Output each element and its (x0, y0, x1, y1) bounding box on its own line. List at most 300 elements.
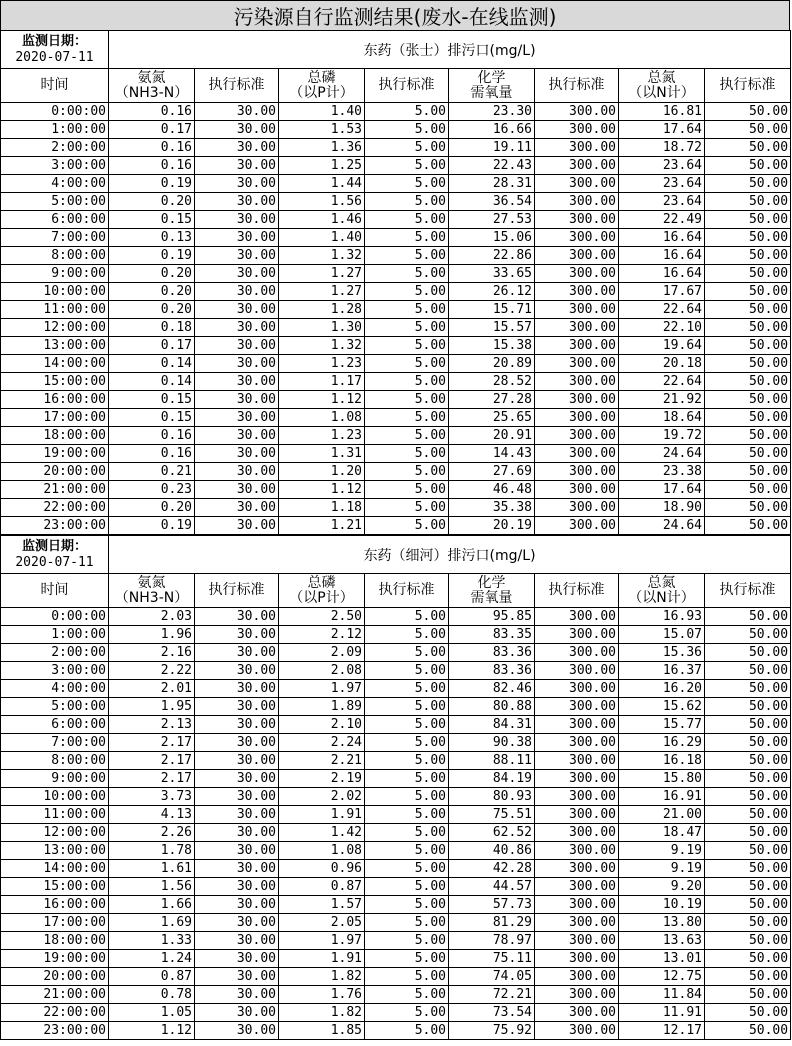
table-cell: 36.54 (449, 193, 535, 211)
table-cell: 5.00 (365, 247, 449, 265)
table-cell: 10:00:00 (1, 788, 109, 806)
table-cell: 1.08 (279, 842, 365, 860)
table-cell: 50.00 (705, 247, 791, 265)
table-cell: 50.00 (705, 463, 791, 481)
table-cell: 300.00 (535, 608, 619, 626)
column-header-row (1, 574, 791, 608)
section-meta-row (1, 536, 791, 574)
table-cell: 1.20 (279, 463, 365, 481)
table-cell: 4.13 (109, 806, 195, 824)
table-cell: 30.00 (195, 716, 279, 734)
table-cell: 1.78 (109, 842, 195, 860)
table-cell: 2.16 (109, 644, 195, 662)
table-cell: 15:00:00 (1, 878, 109, 896)
table-cell: 16.93 (619, 608, 705, 626)
table-cell: 22.86 (449, 247, 535, 265)
table-cell: 50.00 (705, 770, 791, 788)
table-cell: 5.00 (365, 878, 449, 896)
table-cell: 30.00 (195, 319, 279, 337)
table-cell: 28.52 (449, 373, 535, 391)
table-cell: 50.00 (705, 283, 791, 301)
table-cell: 12:00:00 (1, 319, 109, 337)
table-cell: 1.46 (279, 211, 365, 229)
table-cell: 13.01 (619, 950, 705, 968)
table-row (1, 247, 791, 265)
monitoring-date-value: 2020-07-11 (15, 554, 94, 570)
table-row (1, 932, 791, 950)
table-cell: 5.00 (365, 752, 449, 770)
table-cell: 1.36 (279, 139, 365, 157)
table-cell: 30.00 (195, 445, 279, 463)
table-cell: 300.00 (535, 499, 619, 517)
table-cell: 18.64 (619, 409, 705, 427)
table-cell: 15.77 (619, 716, 705, 734)
table-cell: 5.00 (365, 968, 449, 986)
column-header: 总磷 （以P计） (279, 574, 365, 608)
table-cell: 19.11 (449, 139, 535, 157)
table-cell: 13:00:00 (1, 337, 109, 355)
table-cell: 35.38 (449, 499, 535, 517)
table-cell: 30.00 (195, 806, 279, 824)
table-cell: 5.00 (365, 896, 449, 914)
table-cell: 300.00 (535, 409, 619, 427)
table-cell: 30.00 (195, 337, 279, 355)
table-cell: 5.00 (365, 932, 449, 950)
table-cell: 2.21 (279, 752, 365, 770)
table-cell: 0.16 (109, 427, 195, 445)
table-cell: 9:00:00 (1, 265, 109, 283)
table-cell: 1.61 (109, 860, 195, 878)
table-cell: 21:00:00 (1, 986, 109, 1004)
table-row (1, 752, 791, 770)
table-cell: 44.57 (449, 878, 535, 896)
table-cell: 30.00 (195, 121, 279, 139)
table-cell: 5.00 (365, 337, 449, 355)
table-cell: 300.00 (535, 860, 619, 878)
table-cell: 50.00 (705, 752, 791, 770)
table-cell: 16.64 (619, 229, 705, 247)
table-cell: 15.06 (449, 229, 535, 247)
table-row (1, 481, 791, 499)
table-cell: 50.00 (705, 409, 791, 427)
table-cell: 1.85 (279, 1022, 365, 1040)
table-cell: 0.15 (109, 409, 195, 427)
table-cell: 50.00 (705, 373, 791, 391)
table-cell: 5.00 (365, 193, 449, 211)
table-cell: 5.00 (365, 644, 449, 662)
table-cell: 5.00 (365, 373, 449, 391)
outlet-name: 东药（细河）排污口(mg/L) (109, 536, 791, 574)
table-row (1, 517, 791, 535)
table-cell: 300.00 (535, 806, 619, 824)
table-cell: 1.82 (279, 1004, 365, 1022)
table-cell: 5.00 (365, 680, 449, 698)
table-cell: 0.14 (109, 373, 195, 391)
table-cell: 2:00:00 (1, 139, 109, 157)
table-cell: 33.65 (449, 265, 535, 283)
table-row (1, 734, 791, 752)
table-cell: 300.00 (535, 481, 619, 499)
table-cell: 1.66 (109, 896, 195, 914)
column-header: 执行标准 (535, 574, 619, 608)
table-cell: 5.00 (365, 950, 449, 968)
table-cell: 0.15 (109, 391, 195, 409)
table-cell: 300.00 (535, 734, 619, 752)
table-cell: 5.00 (365, 698, 449, 716)
table-row (1, 103, 791, 121)
table-cell: 75.51 (449, 806, 535, 824)
column-header: 执行标准 (535, 69, 619, 103)
column-header: 化学 需氧量 (449, 69, 535, 103)
table-cell: 300.00 (535, 626, 619, 644)
table-cell: 5:00:00 (1, 193, 109, 211)
table-cell: 30.00 (195, 517, 279, 535)
table-cell: 1.56 (109, 878, 195, 896)
table-row (1, 445, 791, 463)
table-cell: 19.64 (619, 337, 705, 355)
table-cell: 5.00 (365, 121, 449, 139)
table-cell: 1.30 (279, 319, 365, 337)
table-cell: 30.00 (195, 373, 279, 391)
table-row (1, 391, 791, 409)
table-row (1, 409, 791, 427)
table-cell: 0.18 (109, 319, 195, 337)
monitoring-table (0, 535, 791, 1040)
table-cell: 1.33 (109, 932, 195, 950)
table-cell: 19:00:00 (1, 445, 109, 463)
table-cell: 2.17 (109, 770, 195, 788)
table-cell: 300.00 (535, 229, 619, 247)
section-meta-row (1, 31, 791, 69)
monitoring-date-value: 2020-07-11 (15, 49, 94, 65)
table-cell: 50.00 (705, 950, 791, 968)
column-header: 时间 (1, 69, 109, 103)
table-row (1, 824, 791, 842)
table-cell: 0:00:00 (1, 608, 109, 626)
table-cell: 30.00 (195, 427, 279, 445)
table-cell: 23:00:00 (1, 517, 109, 535)
table-cell: 83.36 (449, 644, 535, 662)
table-cell: 50.00 (705, 391, 791, 409)
table-cell: 6:00:00 (1, 211, 109, 229)
table-cell: 300.00 (535, 463, 619, 481)
table-cell: 300.00 (535, 644, 619, 662)
table-cell: 5.00 (365, 103, 449, 121)
table-cell: 17:00:00 (1, 409, 109, 427)
table-cell: 300.00 (535, 932, 619, 950)
table-cell: 22.10 (619, 319, 705, 337)
table-cell: 3.73 (109, 788, 195, 806)
table-cell: 2.03 (109, 608, 195, 626)
table-cell: 5.00 (365, 806, 449, 824)
table-cell: 21:00:00 (1, 481, 109, 499)
table-cell: 83.35 (449, 626, 535, 644)
table-cell: 30.00 (195, 788, 279, 806)
table-cell: 5.00 (365, 824, 449, 842)
table-cell: 1.53 (279, 121, 365, 139)
table-cell: 50.00 (705, 265, 791, 283)
table-cell: 1.82 (279, 968, 365, 986)
table-cell: 16.29 (619, 734, 705, 752)
table-cell: 62.52 (449, 824, 535, 842)
table-cell: 1.25 (279, 157, 365, 175)
table-cell: 1:00:00 (1, 626, 109, 644)
table-cell: 5.00 (365, 283, 449, 301)
table-cell: 11.84 (619, 986, 705, 1004)
table-cell: 16.66 (449, 121, 535, 139)
table-cell: 24.64 (619, 445, 705, 463)
table-cell: 1.32 (279, 247, 365, 265)
table-row (1, 1004, 791, 1022)
table-cell: 88.11 (449, 752, 535, 770)
table-row (1, 662, 791, 680)
table-row (1, 860, 791, 878)
table-cell: 20.19 (449, 517, 535, 535)
table-cell: 300.00 (535, 968, 619, 986)
table-cell: 0.19 (109, 517, 195, 535)
report-title: 污染源自行监测结果(废水-在线监测) (0, 0, 790, 30)
table-cell: 0.13 (109, 229, 195, 247)
table-cell: 40.86 (449, 842, 535, 860)
table-cell: 17.64 (619, 121, 705, 139)
column-header-row (1, 69, 791, 103)
table-cell: 1.96 (109, 626, 195, 644)
table-row (1, 355, 791, 373)
table-cell: 300.00 (535, 139, 619, 157)
table-cell: 23.64 (619, 175, 705, 193)
table-cell: 5.00 (365, 427, 449, 445)
table-row (1, 319, 791, 337)
column-header: 总氮 （以N计） (619, 574, 705, 608)
table-cell: 50.00 (705, 427, 791, 445)
table-cell: 6:00:00 (1, 716, 109, 734)
table-row (1, 463, 791, 481)
table-cell: 1.08 (279, 409, 365, 427)
table-cell: 5:00:00 (1, 698, 109, 716)
table-cell: 74.05 (449, 968, 535, 986)
table-cell: 5.00 (365, 175, 449, 193)
table-cell: 20:00:00 (1, 968, 109, 986)
table-cell: 5.00 (365, 716, 449, 734)
table-cell: 30.00 (195, 878, 279, 896)
table-cell: 28.31 (449, 175, 535, 193)
table-cell: 5.00 (365, 211, 449, 229)
table-cell: 30.00 (195, 860, 279, 878)
table-cell: 50.00 (705, 734, 791, 752)
table-row (1, 716, 791, 734)
table-cell: 30.00 (195, 986, 279, 1004)
table-cell: 30.00 (195, 175, 279, 193)
monitoring-date-label: 监测日期： (21, 33, 87, 49)
table-cell: 27.28 (449, 391, 535, 409)
table-cell: 300.00 (535, 788, 619, 806)
table-cell: 2.22 (109, 662, 195, 680)
table-cell: 50.00 (705, 481, 791, 499)
table-cell: 95.85 (449, 608, 535, 626)
table-cell: 18.90 (619, 499, 705, 517)
column-header: 化学 需氧量 (449, 574, 535, 608)
table-cell: 1.91 (279, 806, 365, 824)
table-cell: 17.67 (619, 283, 705, 301)
table-cell: 1.44 (279, 175, 365, 193)
column-header: 总氮 （以N计） (619, 69, 705, 103)
table-cell: 50.00 (705, 517, 791, 535)
table-cell: 5.00 (365, 770, 449, 788)
table-cell: 50.00 (705, 175, 791, 193)
table-cell: 30.00 (195, 139, 279, 157)
table-cell: 50.00 (705, 445, 791, 463)
table-cell: 11:00:00 (1, 806, 109, 824)
table-cell: 5.00 (365, 608, 449, 626)
table-row (1, 644, 791, 662)
table-cell: 30.00 (195, 103, 279, 121)
table-cell: 15.62 (619, 698, 705, 716)
table-cell: 1.27 (279, 265, 365, 283)
table-cell: 50.00 (705, 337, 791, 355)
table-cell: 90.38 (449, 734, 535, 752)
table-cell: 2.50 (279, 608, 365, 626)
table-row (1, 986, 791, 1004)
table-cell: 5.00 (365, 734, 449, 752)
table-cell: 300.00 (535, 662, 619, 680)
table-cell: 50.00 (705, 644, 791, 662)
table-row (1, 265, 791, 283)
table-cell: 30.00 (195, 662, 279, 680)
table-cell: 300.00 (535, 355, 619, 373)
table-cell: 30.00 (195, 391, 279, 409)
table-cell: 300.00 (535, 301, 619, 319)
table-cell: 1.69 (109, 914, 195, 932)
table-cell: 57.73 (449, 896, 535, 914)
table-cell: 23:00:00 (1, 1022, 109, 1040)
table-cell: 1.31 (279, 445, 365, 463)
table-cell: 30.00 (195, 265, 279, 283)
table-cell: 300.00 (535, 914, 619, 932)
table-cell: 30.00 (195, 301, 279, 319)
monitoring-table (0, 30, 791, 535)
table-cell: 8:00:00 (1, 247, 109, 265)
table-cell: 2.09 (279, 644, 365, 662)
table-cell: 16.64 (619, 265, 705, 283)
table-cell: 1.91 (279, 950, 365, 968)
table-cell: 20.91 (449, 427, 535, 445)
table-row (1, 121, 791, 139)
table-cell: 0.15 (109, 211, 195, 229)
monitoring-date-label: 监测日期： (21, 538, 87, 554)
table-cell: 300.00 (535, 175, 619, 193)
table-cell: 30.00 (195, 680, 279, 698)
table-cell: 1.05 (109, 1004, 195, 1022)
table-cell: 50.00 (705, 914, 791, 932)
table-cell: 5.00 (365, 986, 449, 1004)
table-cell: 23.30 (449, 103, 535, 121)
table-cell: 30.00 (195, 481, 279, 499)
table-cell: 1.89 (279, 698, 365, 716)
table-cell: 1.27 (279, 283, 365, 301)
table-cell: 12.17 (619, 1022, 705, 1040)
table-cell: 30.00 (195, 932, 279, 950)
column-header: 执行标准 (365, 574, 449, 608)
table-row (1, 193, 791, 211)
table-cell: 1.32 (279, 337, 365, 355)
table-cell: 1.42 (279, 824, 365, 842)
table-cell: 1.28 (279, 301, 365, 319)
table-cell: 16:00:00 (1, 896, 109, 914)
table-cell: 5.00 (365, 842, 449, 860)
table-cell: 5.00 (365, 463, 449, 481)
monitoring-date (1, 31, 109, 69)
table-cell: 5.00 (365, 391, 449, 409)
table-cell: 5.00 (365, 1004, 449, 1022)
table-cell: 5.00 (365, 499, 449, 517)
table-cell: 3:00:00 (1, 157, 109, 175)
table-row (1, 373, 791, 391)
table-cell: 12.75 (619, 968, 705, 986)
table-cell: 30.00 (195, 1004, 279, 1022)
table-cell: 2:00:00 (1, 644, 109, 662)
table-cell: 300.00 (535, 283, 619, 301)
table-cell: 5.00 (365, 229, 449, 247)
table-cell: 22:00:00 (1, 499, 109, 517)
column-header: 氨氮 （NH3-N） (109, 69, 195, 103)
table-cell: 50.00 (705, 680, 791, 698)
column-header: 执行标准 (365, 69, 449, 103)
table-cell: 0.14 (109, 355, 195, 373)
table-cell: 19:00:00 (1, 950, 109, 968)
table-cell: 14.43 (449, 445, 535, 463)
table-cell: 13.63 (619, 932, 705, 950)
table-cell: 15.57 (449, 319, 535, 337)
table-cell: 0.16 (109, 139, 195, 157)
table-cell: 30.00 (195, 193, 279, 211)
table-cell: 0.16 (109, 103, 195, 121)
table-row (1, 608, 791, 626)
table-cell: 5.00 (365, 139, 449, 157)
table-cell: 82.46 (449, 680, 535, 698)
table-cell: 2.17 (109, 752, 195, 770)
table-cell: 30.00 (195, 698, 279, 716)
table-cell: 1.97 (279, 932, 365, 950)
table-row (1, 157, 791, 175)
table-cell: 1.18 (279, 499, 365, 517)
table-cell: 300.00 (535, 950, 619, 968)
table-cell: 81.29 (449, 914, 535, 932)
table-cell: 30.00 (195, 409, 279, 427)
table-cell: 30.00 (195, 950, 279, 968)
table-cell: 0.20 (109, 301, 195, 319)
table-cell: 50.00 (705, 319, 791, 337)
table-cell: 50.00 (705, 698, 791, 716)
table-cell: 0.21 (109, 463, 195, 481)
table-cell: 50.00 (705, 193, 791, 211)
table-cell: 30.00 (195, 157, 279, 175)
table-cell: 50.00 (705, 121, 791, 139)
table-cell: 50.00 (705, 662, 791, 680)
table-cell: 30.00 (195, 824, 279, 842)
table-cell: 50.00 (705, 355, 791, 373)
table-cell: 73.54 (449, 1004, 535, 1022)
table-cell: 300.00 (535, 337, 619, 355)
table-cell: 50.00 (705, 968, 791, 986)
table-cell: 22.64 (619, 301, 705, 319)
table-cell: 23.64 (619, 193, 705, 211)
table-cell: 18:00:00 (1, 427, 109, 445)
table-cell: 1.76 (279, 986, 365, 1004)
table-cell: 50.00 (705, 824, 791, 842)
table-row (1, 680, 791, 698)
table-cell: 300.00 (535, 103, 619, 121)
sections-container (0, 30, 790, 1040)
